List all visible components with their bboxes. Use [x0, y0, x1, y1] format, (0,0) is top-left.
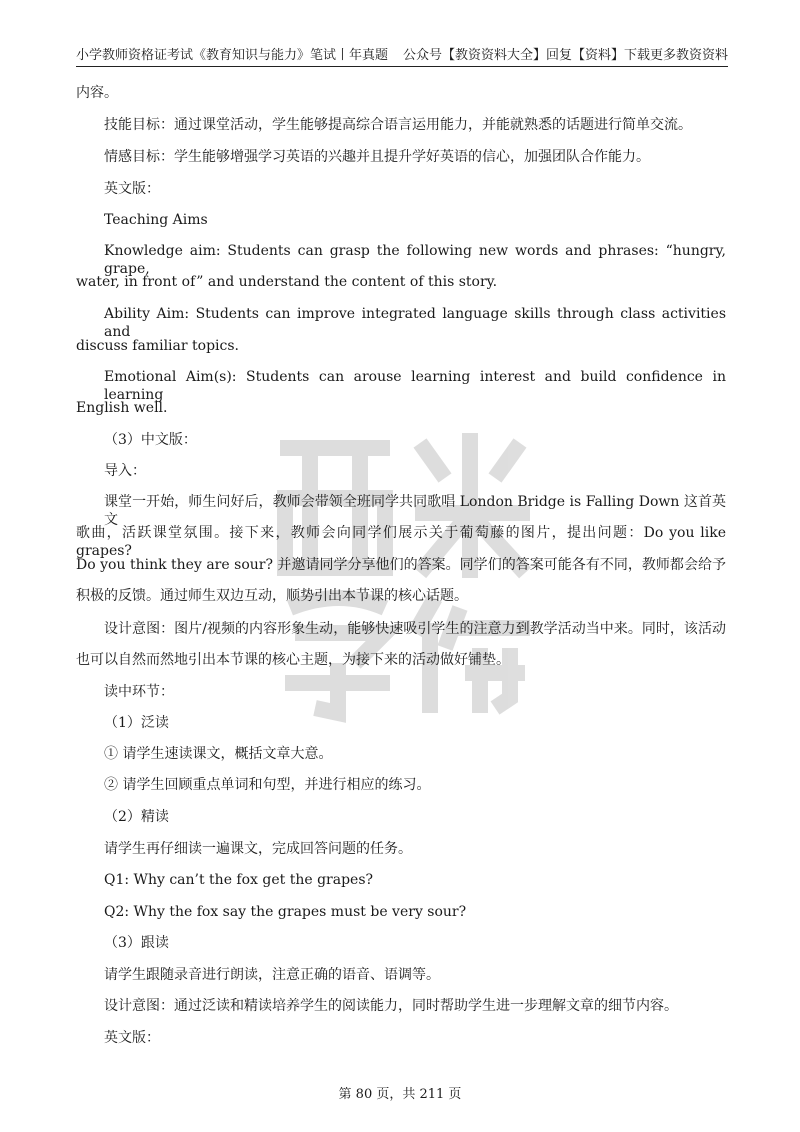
text-line: （1）泛读: [104, 715, 169, 731]
page-number: 第 80 页，共 211 页: [338, 1087, 462, 1102]
text-line: discuss familiar topics.: [76, 338, 239, 354]
header-title: 小学教师资格证考试《教育知识与能力》笔试丨年真题: [76, 48, 389, 63]
header-promo: 公众号【教资资料大全】回复【资料】下载更多教资资料: [402, 48, 728, 63]
text-line: ① 请学生速读课文，概括文章大意。: [104, 746, 333, 762]
text-line: （3）跟读: [104, 935, 169, 951]
text-line: Emotional Aim(s): Students can arouse learning interest and build confidence in learning: [104, 369, 726, 403]
text-line: water, in front of” and understand the content of this story.: [76, 274, 498, 290]
text-line: 歌曲，活跃课堂氛围。接下来，教师会向同学们展示关于葡萄藤的图片，提出问题：Do you like grapes?: [76, 525, 726, 559]
text-line: 情感目标：学生能够增强学习英语的兴趣并且提升学好英语的信心，加强团队合作能力。: [104, 149, 650, 165]
text-line: 技能目标：通过课堂活动，学生能够提高综合语言运用能力，并能就熟悉的话题进行简单交流。: [104, 117, 692, 133]
text-line: （3）中文版：: [104, 432, 197, 448]
text-line: Q2: Why the fox say the grapes must be very sour?: [104, 904, 467, 920]
page-header: [76, 44, 728, 67]
text-line: 课堂一开始，师生问好后，教师会带领全班同学共同歌唱 London Bridge is Falling Down 这首英文: [104, 494, 726, 528]
text-line: Ability Aim: Students can improve integrated language skills through class activities and: [104, 306, 726, 340]
text-line: 英文版：: [104, 1030, 160, 1046]
text-line: 读中环节：: [104, 684, 174, 700]
text-line: （2）精读: [104, 809, 169, 825]
text-line: 导入：: [104, 463, 146, 479]
text-line: 设计意图：通过泛读和精读培养学生的阅读能力，同时帮助学生进一步理解文章的细节内容。: [104, 998, 678, 1014]
text-line: 请学生跟随录音进行朗读，注意正确的语音、语调等。: [104, 967, 440, 983]
text-line: 也可以自然而然地引出本节课的核心主题，为接下来的活动做好铺垫。: [76, 652, 510, 668]
text-line: ② 请学生回顾重点单词和句型，并进行相应的练习。: [104, 777, 431, 793]
text-line: English well.: [76, 400, 168, 416]
text-line: 英文版：: [104, 181, 160, 197]
text-line: Q1: Why can’t the fox get the grapes?: [104, 872, 374, 888]
text-line: 设计意图：图片/视频的内容形象生动，能够快速吸引学生的注意力到教学活动当中来。同时，该活动: [104, 621, 726, 637]
text-line: 内容。: [76, 85, 118, 101]
text-line: 请学生再仔细读一遍课文，完成回答问题的任务。: [104, 841, 412, 857]
text-line: Knowledge aim: Students can grasp the following new words and phrases: “hungry, grape,: [104, 243, 726, 277]
text-line: Teaching Aims: [104, 212, 208, 228]
text-line: Do you think they are sour? 并邀请同学分享他们的答案。同学们的答案可能各有不同，教师都会给予: [76, 557, 726, 573]
text-line: 积极的反馈。通过师生双边互动，顺势引出本节课的核心话题。: [76, 588, 468, 604]
